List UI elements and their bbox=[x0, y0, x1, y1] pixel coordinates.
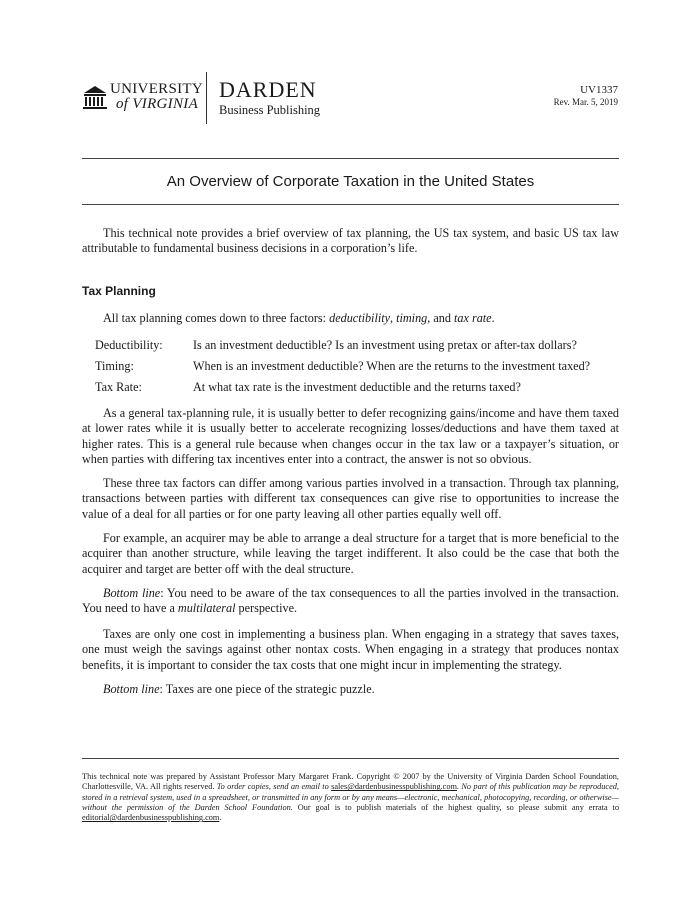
factor-label: Tax Rate: bbox=[95, 380, 142, 394]
sales-email-link[interactable]: sales@dardenbusinesspublishing.com bbox=[331, 782, 457, 792]
paragraph-bottom-line-2: Bottom line: Taxes are one piece of the strategic puzzle. bbox=[103, 682, 375, 696]
paragraph-tax-rule: As a general tax-planning rule, it is usually better to defer recognizing gains/income and have them taxed at lower rates while it is usually better to accelerate recognizing losses/deductions and have them taxed at higher rates. This is a general rule because when changes occur in the tax law or a taxpayer’s situation, or when parties with differing tax incentives enter into a contract, the answer is not so obvious. bbox=[82, 406, 619, 466]
title-top-rule bbox=[82, 158, 619, 159]
title-bottom-rule bbox=[82, 204, 619, 205]
darden-subtitle: Business Publishing bbox=[219, 103, 321, 117]
paragraph-tax-factors: These three tax factors can differ among various parties involved in a transaction. Through tax planning, transactions between parties with different tax consequences can give rise to opportunities to increase the value of a deal for all parties or for one party leaving all other parties equally well off. bbox=[82, 476, 619, 521]
logo-divider bbox=[206, 72, 207, 124]
factor-label: Deductibility: bbox=[95, 338, 163, 352]
uva-wordmark-line1: UNIVERSITY bbox=[110, 81, 203, 97]
factor-text: At what tax rate is the investment deductible and the returns taxed? bbox=[193, 380, 521, 394]
rotunda-logo-icon bbox=[82, 84, 108, 110]
section-heading: Tax Planning bbox=[82, 284, 156, 298]
darden-wordmark: DARDEN bbox=[219, 77, 317, 102]
page-title: An Overview of Corporate Taxation in the United States bbox=[166, 173, 535, 190]
intro-paragraph: This technical note provides a brief overview of tax planning, the US tax system, and basic US tax law attributable to fundamental business decisions in a corporation’s life. bbox=[82, 226, 619, 256]
paragraph-example: For example, an acquirer may be able to arrange a deal structure for a target that is more beneficial to the acquirer than another structure, while leaving the target indifferent. It also could be the case that both the acquirer and target are better off with the deal structure. bbox=[82, 531, 619, 576]
paragraph-costs: Taxes are only one cost in implementing a business plan. When engaging in a strategy that saves taxes, one must weigh the savings against other nontax costs. When engaging in a strategy that produces nontax benefits, it is important to consider the tax costs that one might incur in implementing the strategy. bbox=[82, 627, 619, 672]
footer-rule bbox=[82, 758, 619, 759]
factors-intro: All tax planning comes down to three factors: deductibility, timing, and tax rate. bbox=[103, 311, 495, 325]
footer-note: This technical note was prepared by Assistant Professor Mary Margaret Frank. Copyright © 2007 by the University of Virginia Darden School Foundation, Charlottesville, VA. All rights reserved. To order copies, send an email to sales@dardenbusinesspublishing.com. No part of this publication may be reproduced, stored in a retrieval system, used in a spreadsheet, or transmitted in any form or by any means—electronic, mechanical, photocopying, recording, or otherwise—without the permission of the Darden School Foundation. Our goal is to publish materials of the highest quality, so please submit any errata to editorial@dardenbusinesspublishing.com. bbox=[82, 772, 620, 823]
factor-label: Timing: bbox=[95, 359, 134, 373]
uva-wordmark-line2: of VIRGINIA bbox=[116, 96, 199, 112]
editorial-email-link[interactable]: editorial@dardenbusinesspublishing.com bbox=[82, 813, 220, 823]
paragraph-bottom-line-1: Bottom line: You need to be aware of the tax consequences to all the parties involved in the transaction. You need to have a multilateral perspective. bbox=[82, 586, 619, 616]
document-number: UV1337 bbox=[580, 84, 618, 96]
factor-text: Is an investment deductible? Is an investment using pretax or after-tax dollars? bbox=[193, 338, 577, 352]
revision-date: Rev. Mar. 5, 2019 bbox=[553, 97, 618, 107]
factor-text: When is an investment deductible? When are the returns to the investment taxed? bbox=[193, 359, 591, 373]
